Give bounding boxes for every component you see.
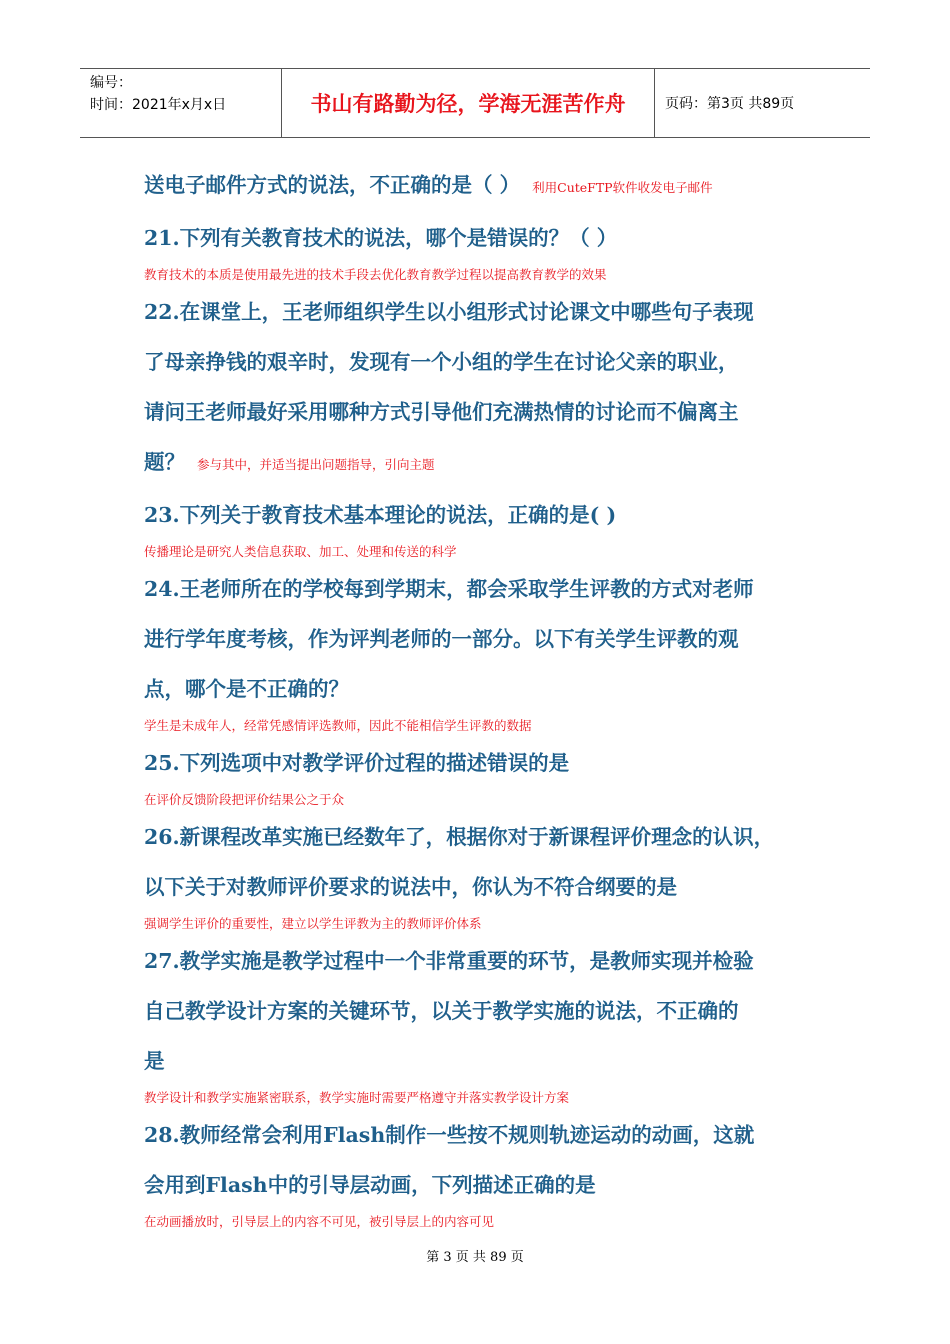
question-item [144,1110,834,1234]
question-line [144,213,834,263]
question-line [144,1110,834,1160]
question-line [144,564,834,614]
question-line [144,437,834,490]
question-text: 了母亲挣钱的艰辛时，发现有一个小组的学生在讨论父亲的职业， [144,350,739,374]
question-text: 送电子邮件方式的说法，不正确的是（ ） [144,173,521,197]
question-line [144,337,834,387]
question-item [144,160,834,213]
question-text: 28.教师经常会利用Flash制作一些按不规则轨迹运动的动画，这就 [144,1123,755,1147]
question-text: 请问王老师最好采用哪种方式引导他们充满热情的讨论而不偏离主 [144,400,739,424]
question-line [144,1160,834,1210]
question-text: 21.下列有关教育技术的说法，哪个是错误的？（ ） [144,226,618,250]
question-item [144,812,834,936]
question-item [144,287,834,490]
question-text: 22.在课堂上，王老师组织学生以小组形式讨论课文中哪些句子表现 [144,300,754,324]
answer-text: 参与其中，并适当提出问题指导，引向主题 [197,457,435,472]
header-motto: 书山有路勤为径，学海无涯苦作舟 [282,69,655,137]
answer-text: 教育技术的本质是使用最先进的技术手段去优化教育教学过程以提高教育教学的效果 [144,267,607,282]
answer-text: 教学设计和教学实施紧密联系，教学实施时需要严格遵守并落实教学设计方案 [144,1090,570,1105]
question-text: 题？ [144,450,185,474]
question-text: 点，哪个是不正确的？ [144,677,349,701]
question-text: 自己教学设计方案的关键环节，以关于教学实施的说法，不正确的 [144,999,739,1023]
question-line [144,738,834,788]
question-line [144,1036,834,1086]
answer-text: 在评价反馈阶段把评价结果公之于众 [144,792,345,807]
question-item [144,564,834,738]
question-list [144,160,834,1234]
question-line [144,287,834,337]
page-header [80,68,870,138]
question-item [144,936,834,1110]
answer-text: 学生是未成年人，经常凭感情评选教师，因此不能相信学生评教的数据 [144,718,532,733]
question-line [144,387,834,437]
answer-text: 在动画播放时，引导层上的内容不可见，被引导层上的内容可见 [144,1214,495,1229]
question-line [144,664,834,714]
question-item [144,738,834,812]
time-label: 时间：2021年x月x日 [90,97,227,113]
question-text: 是 [144,1049,165,1073]
question-line [144,936,834,986]
header-page-info: 页码：第3页 共89页 [665,96,795,112]
page-footer: 第 3 页 共 89 页 [426,1250,524,1265]
answer-text: 利用CuteFTP软件收发电子邮件 [532,180,713,195]
answer-text: 传播理论是研究人类信息获取、加工、处理和传送的科学 [144,544,457,559]
question-line [144,812,834,862]
question-item [144,213,834,287]
code-label: 编号： [90,75,132,91]
question-line [144,614,834,664]
question-text: 26.新课程改革实施已经数年了，根据你对于新课程评价理念的认识， [144,825,775,849]
question-text: 27.教学实施是教学过程中一个非常重要的环节，是教师实现并检验 [144,949,754,973]
answer-text: 强调学生评价的重要性，建立以学生评教为主的教师评价体系 [144,916,482,931]
question-text: 进行学年度考核，作为评判老师的一部分。以下有关学生评教的观 [144,627,739,651]
question-line [144,986,834,1036]
question-text: 23.下列关于教育技术基本理论的说法，正确的是( ) [144,503,617,527]
question-line [144,160,834,213]
question-text: 24.王老师所在的学校每到学期末，都会采取学生评教的方式对老师 [144,577,754,601]
question-line [144,490,834,540]
question-text: 会用到Flash中的引导层动画，下列描述正确的是 [144,1173,596,1197]
header-meta [80,69,282,137]
question-line [144,862,834,912]
question-item [144,490,834,564]
question-text: 25.下列选项中对教学评价过程的描述错误的是 [144,751,570,775]
question-text: 以下关于对教师评价要求的说法中，你认为不符合纲要的是 [144,875,677,899]
